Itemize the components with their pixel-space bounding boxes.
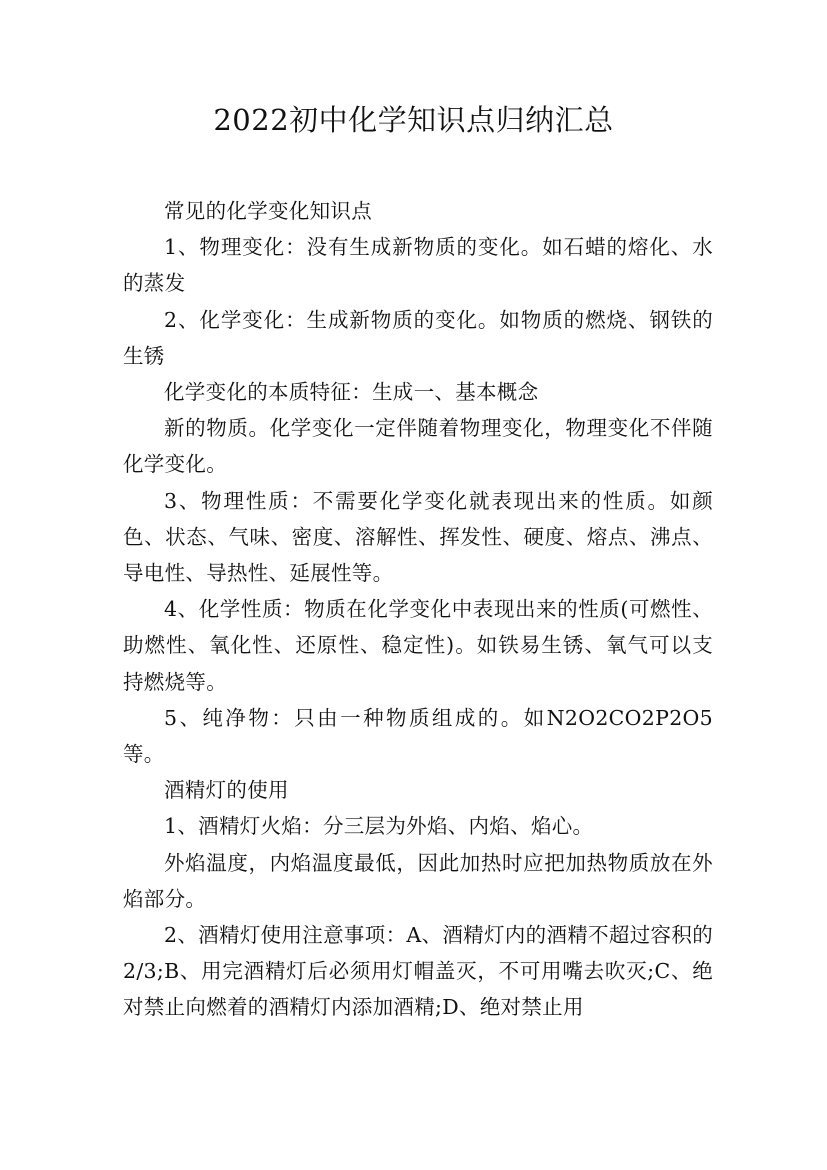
paragraph-lamp-precautions: 2、酒精灯使用注意事项：A、酒精灯内的酒精不超过容积的2/3;B、用完酒精灯后必须用灯帽盖灭，不可用嘴去吹灭;C、绝对禁止向燃着的酒精灯内添加酒精;D、绝对禁止用 [123, 923, 713, 1020]
paragraph-outer-flame: 外焰温度，内焰温度最低，因此加热时应把加热物质放在外焰部分。 [123, 850, 713, 911]
paragraph-physical-change: 1、物理变化：没有生成新物质的变化。如石蜡的熔化、水的蒸发 [123, 235, 713, 296]
document-body [123, 193, 713, 1026]
paragraph-essential-feature: 化学变化的本质特征：生成一、基本概念 [164, 380, 539, 405]
paragraph-new-substance: 新的物质。化学变化一定伴随着物理变化，物理变化不伴随化学变化。 [123, 416, 713, 477]
paragraph-pure-substance: 5、纯净物：只由一种物质组成的。如N2O2CO2P2O5等。 [123, 705, 713, 767]
paragraph-chemical-property: 4、化学性质：物质在化学变化中表现出来的性质(可燃性、助燃性、氧化性、还原性、稳定性)。如铁易生锈、氧气可以支持燃烧等。 [123, 597, 713, 694]
paragraph-lamp-flame: 1、酒精灯火焰：分三层为外焰、内焰、焰心。 [164, 814, 594, 839]
section-heading-chemical-changes: 常见的化学变化知识点 [164, 199, 372, 223]
paragraph-chemical-change: 2、化学变化：生成新物质的变化。如物质的燃烧、钢铁的生锈 [123, 307, 713, 368]
section-heading-alcohol-lamp: 酒精灯的使用 [164, 778, 289, 803]
paragraph-physical-property: 3、物理性质：不需要化学变化就表现出来的性质。如颜色、状态、气味、密度、溶解性、挥发性、硬度、熔点、沸点、导电性、导热性、延展性等。 [123, 488, 713, 586]
document-title: 2022初中化学知识点归纳汇总 [213, 103, 614, 137]
